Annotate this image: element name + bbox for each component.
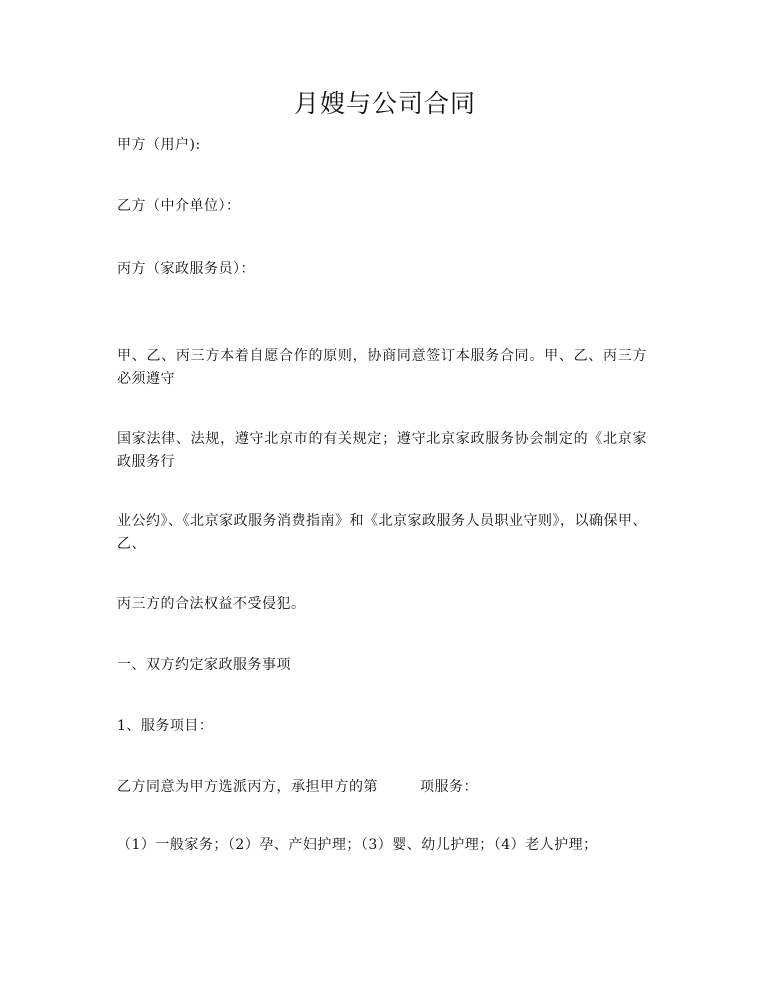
party-b-line: 乙方（中介单位）： (117, 198, 241, 214)
preamble-paragraph-3: 业公约》、《北京家政服务消费指南》和《北京家政服务人员职业守则》，以确保甲、乙、 (117, 513, 647, 552)
preamble-paragraph-4: 丙三方的合法权益不受侵犯。 (117, 596, 306, 612)
service-line-text-after-blank: 项服务： (420, 779, 478, 795)
document-title: 月嫂与公司合同 (293, 89, 476, 118)
party-c-line: 丙方（家政服务员）： (117, 261, 255, 277)
preamble-paragraph-1: 甲、乙、丙三方本着自愿合作的原则，协商同意签订本服务合同。甲、乙、丙三方必须遵守 (117, 348, 647, 387)
preamble-paragraph-2: 国家法律、法规，遵守北京市的有关规定；遵守北京家政服务协会制定的《北京家政服务行 (117, 431, 647, 470)
party-a-line: 甲方（用户): (117, 137, 201, 153)
service-selection-line (117, 776, 647, 799)
item-1-heading: 1、服务项目： (117, 718, 214, 734)
section-1-heading: 一、双方约定家政服务事项 (117, 657, 291, 673)
service-line-text-before-blank: 乙方同意为甲方选派丙方，承担甲方的第 (117, 779, 378, 795)
service-options-line: （1）一般家务；（2）孕、产妇护理；（3）婴、幼儿护理；（4）老人护理； (117, 837, 598, 853)
